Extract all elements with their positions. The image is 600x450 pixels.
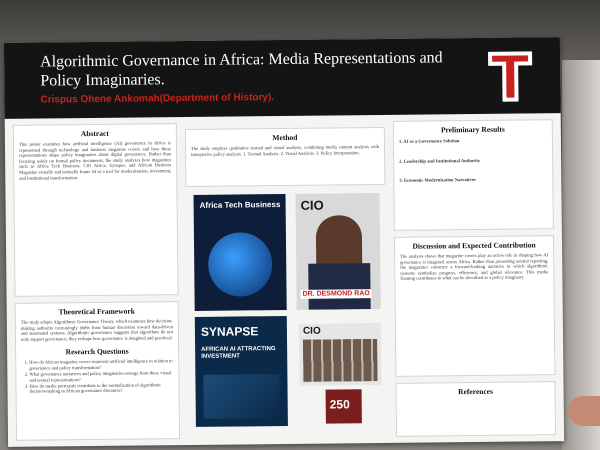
- questions-heading: Research Questions: [65, 347, 129, 357]
- abstract-panel: [13, 123, 179, 297]
- poster-header: [4, 37, 561, 119]
- abstract-text: This poster examines how artificial intelligence (AI) governance in Africa is represented through technology and business magazine covers and how these representations shape policy imaginaries about digital governance. Rather than focusing solely on formal policy documents, the study analyzes how magazines such as Africa Tech Business, CIO Africa, Synapse, and African Business Magazine visually and textually frame AI as a tool for modernization, investment, and institutional transformation.: [18, 140, 172, 181]
- theory-text: The study adopts Algorithmic Governance Theory, which examines how decision-making authority increasingly shifts from human discretion toward data-driven and automated systems. Algorithmic governance suggests that algorithms do not only support governance; they reshape how governance is imagined and practiced.: [20, 318, 173, 342]
- question-item: 3. How do media portrayals contribute to the normalization of algorithmic decision-making in African governance discourse?: [29, 382, 173, 395]
- results-panel: [393, 119, 554, 231]
- magazine-cover-subtitle: AFRICAN AI ATTRACTING INVESTMENT: [201, 346, 276, 360]
- method-heading: Method: [272, 132, 298, 143]
- hand: [568, 396, 600, 426]
- method-text: The study employs qualitative textual and visual analysis, combining media content analysis with interpretive policy analysis. 1. Textual Analysis. 2. Visual Analysis. 3. Policy Interpretation.: [190, 144, 380, 157]
- research-poster: [4, 37, 564, 447]
- abstract-heading: Abstract: [80, 128, 109, 139]
- poster-author: Crispus Ohene Ankomah(Department of History).: [40, 92, 275, 106]
- magazine-cover-title: 250: [329, 397, 350, 412]
- question-item: 1. How do African magazine covers represent artificial intelligence in relation to governance and policy transformation?: [29, 359, 173, 372]
- discussion-panel: [394, 235, 555, 377]
- magazine-cover-250: [326, 389, 362, 423]
- magazine-cover-title: CIO: [302, 325, 321, 337]
- magazine-cover-subtitle: DR. DESMOND RAO: [301, 289, 372, 299]
- results-item: 1. AI as a Governance Solution: [398, 138, 460, 144]
- theory-panel: [15, 301, 180, 441]
- magazine-cover-title: CIO: [300, 197, 324, 213]
- magazine-cover-africa-tech: [194, 194, 287, 311]
- magazine-cover-title: Africa Tech Business: [199, 200, 281, 210]
- magazine-cover-title: SYNAPSE: [200, 324, 259, 339]
- poster-title: Algorithmic Governance in Africa: Media Representations and Policy Imaginaries.: [40, 49, 443, 90]
- questions-list: [21, 359, 173, 395]
- references-panel: [395, 381, 556, 437]
- references-heading: References: [458, 386, 494, 397]
- background-wall-edge: [562, 60, 600, 450]
- question-item: 2. What governance narratives and policy imaginaries emerge from these visual and textual representations?: [29, 370, 173, 383]
- results-item: 2. Leadership and Institutional Authority: [399, 157, 481, 164]
- magazine-cover-cio: [295, 193, 380, 310]
- discussion-heading: Discussion and Expected Contribution: [412, 240, 536, 251]
- results-item: 3. Economic Modernization Narratives: [399, 177, 476, 183]
- theory-heading: Theoretical Framework: [58, 306, 135, 317]
- magazine-cover-synapse: [195, 316, 288, 427]
- magazine-cover-cio-grid: [299, 323, 382, 386]
- university-logo-icon: [484, 45, 537, 108]
- discussion-text: The analysis shows that magazine covers play an active role in shaping how AI governance is imagined across Africa. Rather than presenting neutral reporting, the magazines construct a forward-looking narrative in which algorithmic systems symbolize progress, efficiency, and global relevance. This media framing contributes to what can be described as a policy imaginary.: [400, 252, 549, 282]
- results-heading: Preliminary Results: [440, 124, 505, 135]
- method-panel: [185, 127, 386, 187]
